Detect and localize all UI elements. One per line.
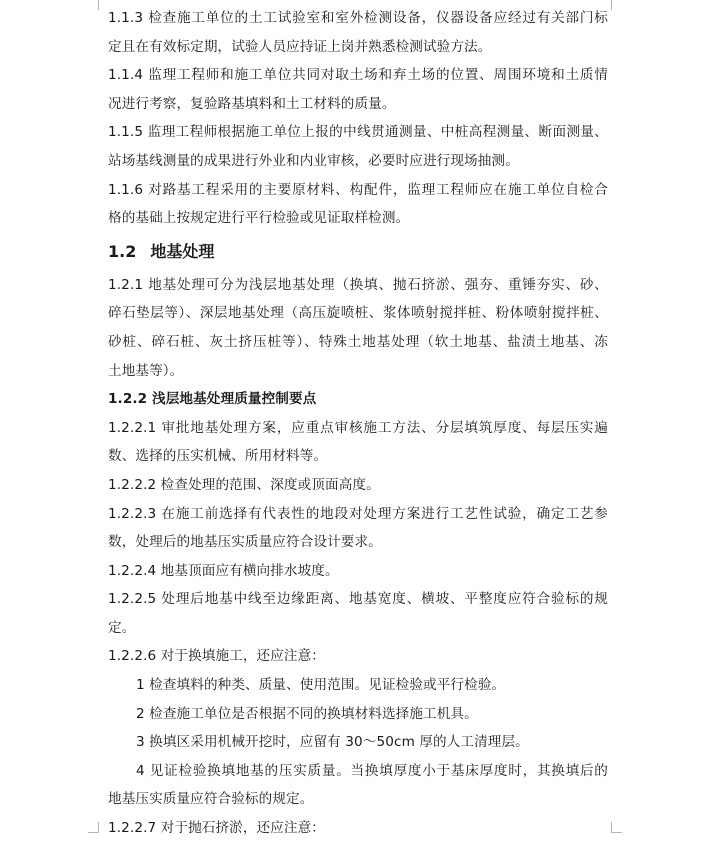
paragraph-line: 1.2.2.6 对于换填施工，还应注意： — [108, 648, 326, 665]
paragraph-line: 砂桩、碎石桩、灰土挤压桩等）、特殊土地基处理（软土地基、盐渍土地基、冻 — [108, 333, 608, 350]
section-heading-title: 地基处理 — [150, 241, 215, 261]
list-item: 3 换填区采用机械开挖时，应留有 30～50cm 厚的人工清理层。 — [136, 734, 529, 751]
paragraph-line: 1.2.2.2 检查处理的范围、深度或顶面高度。 — [108, 476, 380, 493]
section-heading-number: 1.2 — [108, 241, 137, 261]
paragraph-line: 1.1.4 监理工程师和施工单位共同对取土场和弃土场的位置、周围环境和土质情 — [108, 67, 608, 84]
paragraph-line: 1.2.1 地基处理可分为浅层地基处理（换填、抛石挤淤、强夯、重锤夯实、砂、 — [108, 276, 608, 293]
margin-corner-top-right — [611, 0, 622, 10]
paragraph-line: 1.1.3 检查施工单位的土工试验室和室外检测设备，仪器设备应经过有关部门标 — [108, 10, 608, 26]
list-item: 2 检查施工单位是否根据不同的换填材料选择施工机具。 — [136, 705, 478, 722]
section-heading — [108, 235, 608, 269]
margin-corner-top-left — [88, 0, 99, 10]
paragraph-line: 地基压实质量应符合验标的规定。 — [108, 791, 314, 808]
list-item: 4 见证检验换填地基的压实质量。当换填厚度小于基床厚度时，其换填后的 — [136, 762, 608, 779]
paragraph-line: 1.2.2.4 地基顶面应有横向排水坡度。 — [108, 562, 339, 579]
paragraph-line: 数、选择的压实机械、所用材料等。 — [108, 448, 328, 465]
paragraph-line: 况进行考察，复验路基填料和土工材料的质量。 — [108, 95, 396, 112]
paragraph-line: 碎石垫层等）、深层地基处理（高压旋喷桩、浆体喷射搅拌桩、粉体喷射搅拌桩、 — [108, 305, 608, 322]
list-item: 1 检查填料的种类、质量、使用范围。见证检验或平行检验。 — [136, 677, 506, 694]
paragraph-line: 1.1.6 对路基工程采用的主要原材料、构配件，监理工程师应在施工单位自检合 — [108, 181, 608, 198]
paragraph-line: 1.2.2.5 处理后地基中线至边缘距离、地基宽度、横坡、平整度应符合验标的规 — [108, 591, 608, 608]
paragraph-line: 格的基础上按规定进行平行检验或见证取样检测。 — [108, 210, 410, 227]
paragraph-line: 1.2.2.3 在施工前选择有代表性的地段对处理方案进行工艺性试验，确定工艺参 — [108, 505, 608, 522]
paragraph-line: 土地基等）。 — [108, 362, 184, 379]
paragraph-line: 1.1.5 监理工程师根据施工单位上报的中线贯通测量、中桩高程测量、断面测量、 — [108, 124, 608, 141]
subsection-heading: 1.2.2 浅层地基处理质量控制要点 — [108, 391, 317, 408]
margin-corner-bottom-right — [611, 822, 622, 833]
paragraph-line: 定。 — [108, 619, 136, 636]
paragraph-line: 数，处理后的地基压实质量应符合设计要求。 — [108, 534, 382, 551]
paragraph-line: 站场基线测量的成果进行外业和内业审核，必要时应进行现场抽测。 — [108, 152, 519, 169]
paragraph-line: 定且在有效标定期，试验人员应持证上岗并熟悉检测试验方法。 — [108, 38, 492, 55]
document-body[interactable] — [108, 4, 608, 843]
margin-corner-bottom-left — [88, 822, 99, 833]
paragraph-line: 1.2.2.1 审批地基处理方案，应重点审核施工方法、分层填筑厚度、每层压实遍 — [108, 419, 608, 436]
paragraph-line: 1.2.2.7 对于抛石挤淤，还应注意： — [108, 820, 326, 837]
